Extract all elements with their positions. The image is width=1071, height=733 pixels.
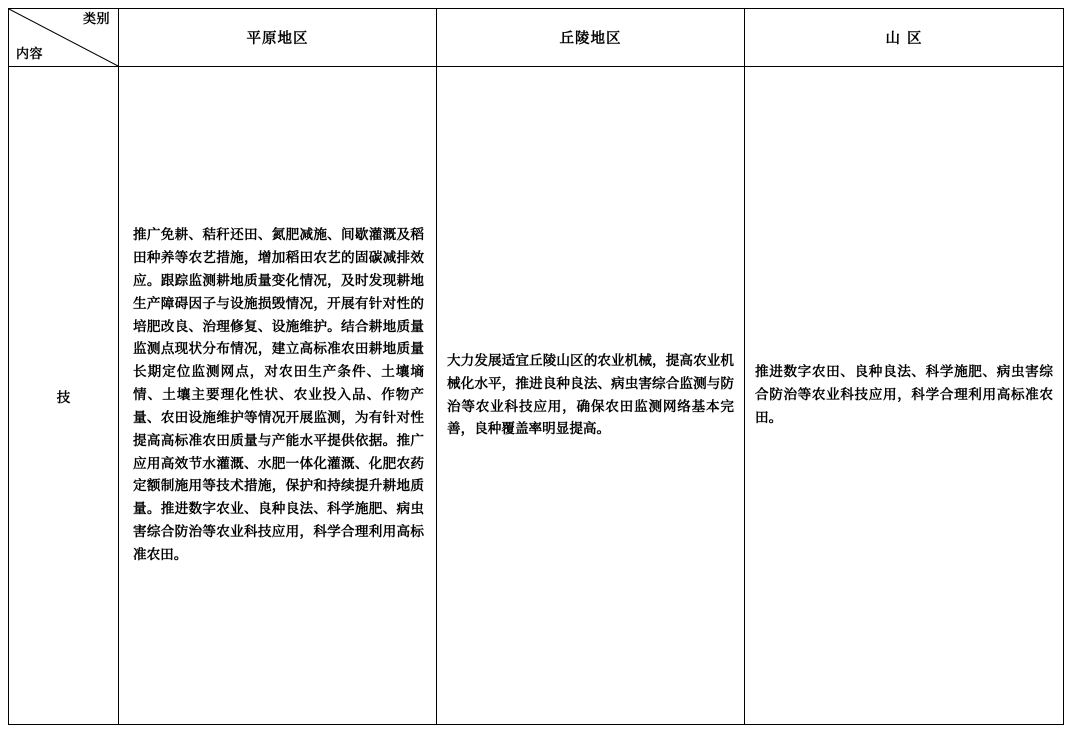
column-header-hill: 丘陵地区 (437, 9, 745, 67)
cell-hill-text: 大力发展适宜丘陵山区的农业机械，提高农业机械化水平，推进良种良法、病虫害综合监测与防治等农业科技应用，确保农田监测网络基本完善，良种覆盖率明显提高。 (447, 352, 734, 438)
column-header-mountain: 山 区 (745, 9, 1064, 67)
header-corner-cell (9, 9, 119, 67)
cell-mountain-text: 推进数字农田、良种良法、科学施肥、病虫害综合防治等农业科技应用，科学合理利用高标准农田。 (755, 364, 1053, 426)
header-content-label: 内容 (16, 46, 44, 62)
table-header-row (9, 9, 1064, 67)
comparison-table (8, 8, 1064, 725)
column-header-plain: 平原地区 (119, 9, 437, 67)
cell-mountain-tech (745, 67, 1064, 725)
cell-hill-tech (437, 67, 745, 725)
cell-plain-tech (119, 67, 437, 725)
row-label-tech: 技 (9, 67, 119, 725)
table-row (9, 67, 1064, 725)
cell-plain-text: 推广免耕、秸秆还田、氮肥减施、间歇灌溉及稻田种养等农艺措施，增加稻田农艺的固碳减排效应。跟踪监测耕地质量变化情况，及时发现耕地生产障碍因子与设施损毁情况，开展有针对性的培肥改良、治理修复、设施维护。结合耕地质量监测点现状分布情况，建立高标准农田耕地质量长期定位监测网点，对农田生产条件、土壤墒情、土壤主要理化性状、农业投入品、作物产量、农田设施维护等情况开展监测，为有针对性提高高标准农田质量与产能水平提供依据。推广应用高效节水灌溉、水肥一体化灌溉、化肥农药定额制施用等技术措施，保护和持续提升耕地质量。推进数字农业、良种良法、科学施肥、病虫害综合防治等农业科技应用，科学合理利用高标准农田。 (133, 227, 424, 563)
header-category-label: 类别 (82, 12, 110, 27)
